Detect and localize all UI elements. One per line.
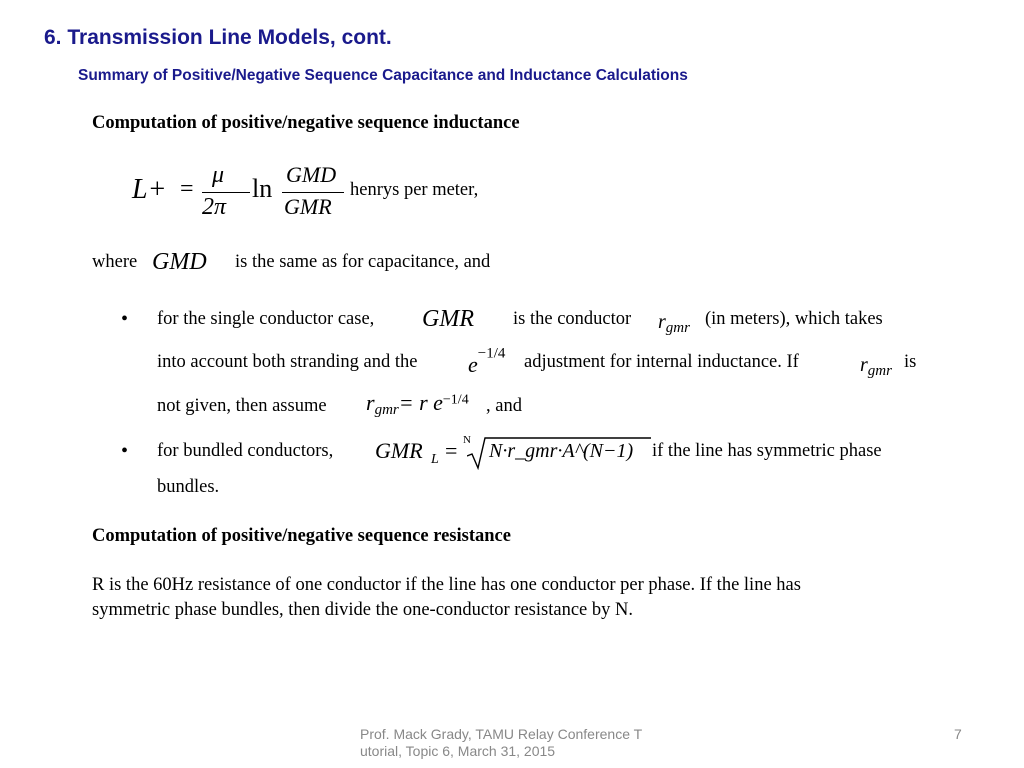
henrys-text: henrys per meter, xyxy=(350,180,479,200)
rgmr-sub: gmr xyxy=(867,363,892,380)
eq-mu: μ xyxy=(212,162,225,188)
bullet1-line1c: (in meters), which takes xyxy=(705,309,883,329)
eq-frac2-bar xyxy=(282,192,344,193)
rgmr-symbol-1 xyxy=(658,311,690,337)
inductance-heading: Computation of positive/negative sequence inductance xyxy=(92,113,520,133)
assume-sub: gmr xyxy=(374,402,399,419)
eq-gmr: GMR xyxy=(284,194,332,219)
eq-frac1-bar xyxy=(202,192,250,193)
eq-2pi: 2π xyxy=(202,194,227,220)
footer-line-2: utorial, Topic 6, March 31, 2015 xyxy=(360,743,556,759)
bullet-2-marker: • xyxy=(121,440,129,462)
inductance-equation xyxy=(128,160,348,230)
bundle-equation xyxy=(375,434,651,470)
bullet2-line1a: for bundled conductors, xyxy=(157,441,334,461)
root-index: N xyxy=(463,434,471,446)
bullet1-line1b: is the conductor xyxy=(513,309,632,329)
rgmr-sub: gmr xyxy=(665,320,690,337)
bullet1-line2b: adjustment for internal inductance. If xyxy=(524,352,799,372)
e-base: e xyxy=(468,352,478,377)
where-gmd: GMD xyxy=(152,249,207,275)
resistance-line1: R is the 60Hz resistance of one conductor if the line has one conductor per phase. If the line has xyxy=(92,575,801,595)
eq-ln: ln xyxy=(252,174,273,203)
rgmr-symbol-2 xyxy=(860,354,892,380)
bullet2-line1b: if the line has symmetric phase xyxy=(652,441,882,461)
bullet2-line2: bundles. xyxy=(157,477,220,497)
assume-rhs: = r e xyxy=(398,390,443,415)
e-exponent: −1/4 xyxy=(477,345,506,362)
footer-text xyxy=(360,726,642,760)
bullet-1-marker: • xyxy=(121,308,129,330)
bullet1-line3b: , and xyxy=(486,396,522,416)
resistance-heading: Computation of positive/negative sequence resistance xyxy=(92,526,511,546)
rgmr-r: r xyxy=(658,311,666,333)
eq-equals: = xyxy=(180,176,194,202)
rgmr-r: r xyxy=(860,354,868,376)
where-label: where xyxy=(92,252,138,272)
bullet1-line1a: for the single conductor case, xyxy=(157,309,375,329)
resistance-line2: symmetric phase bundles, then divide the one-conductor resistance by N. xyxy=(92,600,633,620)
bundle-equals: = xyxy=(445,438,458,463)
assume-exp: −1/4 xyxy=(442,392,469,408)
bullet1-line3a: not given, then assume xyxy=(157,396,327,416)
where-rest: is the same as for capacitance, and xyxy=(235,252,491,272)
page-number: 7 xyxy=(954,726,962,742)
e-exp-symbol xyxy=(468,344,506,377)
assume-equation xyxy=(366,390,469,419)
bundle-radicand: N·r_gmr·A^(N−1) xyxy=(489,440,634,462)
eq-lhs: L+ xyxy=(132,174,167,205)
bullet1-line2a: into account both stranding and the xyxy=(157,352,418,372)
footer-line-1: Prof. Mack Grady, TAMU Relay Conference T xyxy=(360,726,643,742)
eq-gmd: GMD xyxy=(286,162,337,187)
bundle-lhs: GMR xyxy=(375,438,423,463)
bullet1-gmr: GMR xyxy=(422,306,474,332)
bullet1-line2c: is xyxy=(904,352,917,372)
bundle-sub: L xyxy=(431,452,439,467)
slide-subtitle: Summary of Positive/Negative Sequence Capacitance and Inductance Calculations xyxy=(78,67,688,84)
assume-r: r xyxy=(366,390,375,415)
slide-title: 6. Transmission Line Models, cont. xyxy=(44,26,392,49)
